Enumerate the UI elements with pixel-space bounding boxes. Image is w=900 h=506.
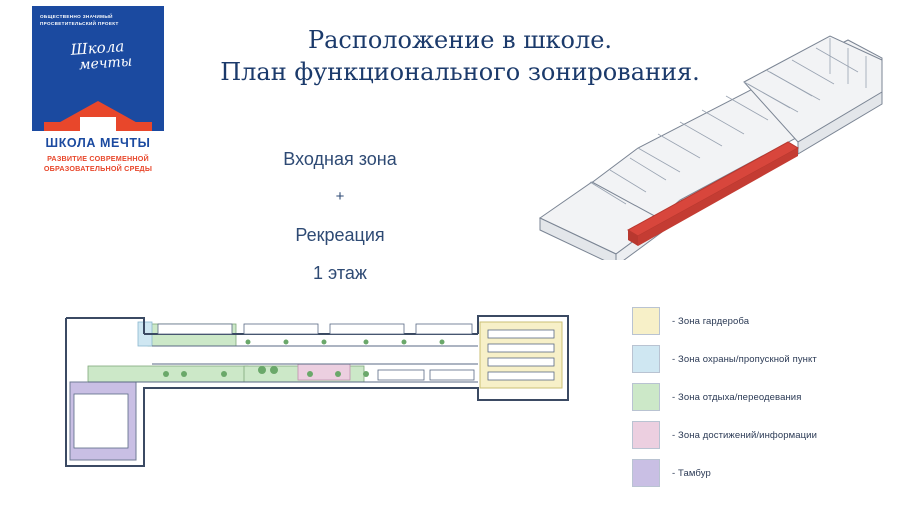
legend-swatch-achievements bbox=[632, 421, 660, 449]
logo-script-line1: Школа bbox=[70, 37, 125, 59]
logo-name: ШКОЛА МЕЧТЫ bbox=[45, 136, 151, 150]
isometric-diagram-svg bbox=[530, 30, 890, 260]
logo-block bbox=[32, 6, 164, 196]
legend-label-wardrobe: - Зона гардероба bbox=[672, 315, 750, 327]
legend-swatch-security bbox=[632, 345, 660, 373]
zone-summary-line3: 1 этаж bbox=[313, 263, 367, 283]
legend-item-vestibule bbox=[632, 454, 882, 492]
legend-swatch-rest bbox=[632, 383, 660, 411]
zone-summary-line2: Рекреация bbox=[295, 225, 385, 245]
legend-item-wardrobe bbox=[632, 302, 882, 340]
logo-subtitle bbox=[32, 154, 164, 174]
legend-label-vestibule: - Тамбур bbox=[672, 467, 711, 479]
zone-summary-plus: + bbox=[335, 188, 345, 205]
legend-item-security bbox=[632, 340, 882, 378]
legend-swatch-vestibule bbox=[632, 459, 660, 487]
legend bbox=[632, 302, 882, 492]
zone-summary bbox=[180, 140, 500, 292]
logo-subtitle-line2: ОБРАЗОВАТЕЛЬНОЙ СРЕДЫ bbox=[43, 164, 153, 173]
legend-item-achievements bbox=[632, 416, 882, 454]
logo-script-mark bbox=[32, 35, 164, 76]
logo-card bbox=[32, 6, 164, 131]
legend-item-rest bbox=[632, 378, 882, 416]
legend-label-rest: - Зона отдыха/переодевания bbox=[672, 391, 802, 403]
page-title-line1: Расположение в школе. bbox=[307, 26, 613, 54]
zone-summary-line1: Входная зона bbox=[283, 149, 397, 169]
legend-label-achievements: - Зона достижений/информации bbox=[672, 429, 817, 441]
floor-plan-svg bbox=[48, 300, 608, 490]
isometric-school-diagram bbox=[530, 30, 890, 260]
legend-label-security: - Зона охраны/пропускной пункт bbox=[672, 353, 817, 365]
roof-door-shape bbox=[80, 117, 116, 131]
logo-subtitle-line1: РАЗВИТИЕ СОВРЕМЕННОЙ bbox=[47, 154, 149, 163]
floor-plan bbox=[48, 300, 608, 490]
zone-achievements bbox=[298, 364, 350, 380]
logo-script-line2: мечты bbox=[78, 53, 133, 74]
legend-swatch-wardrobe bbox=[632, 307, 660, 335]
page-title-line2: План функционального зонирования. bbox=[220, 58, 700, 86]
logo-tagline: ОБЩЕСТВЕННО ЗНАЧИМЫЙ ПРОСВЕТИТЕЛЬСКИЙ ПРОЕКТ bbox=[40, 14, 119, 26]
